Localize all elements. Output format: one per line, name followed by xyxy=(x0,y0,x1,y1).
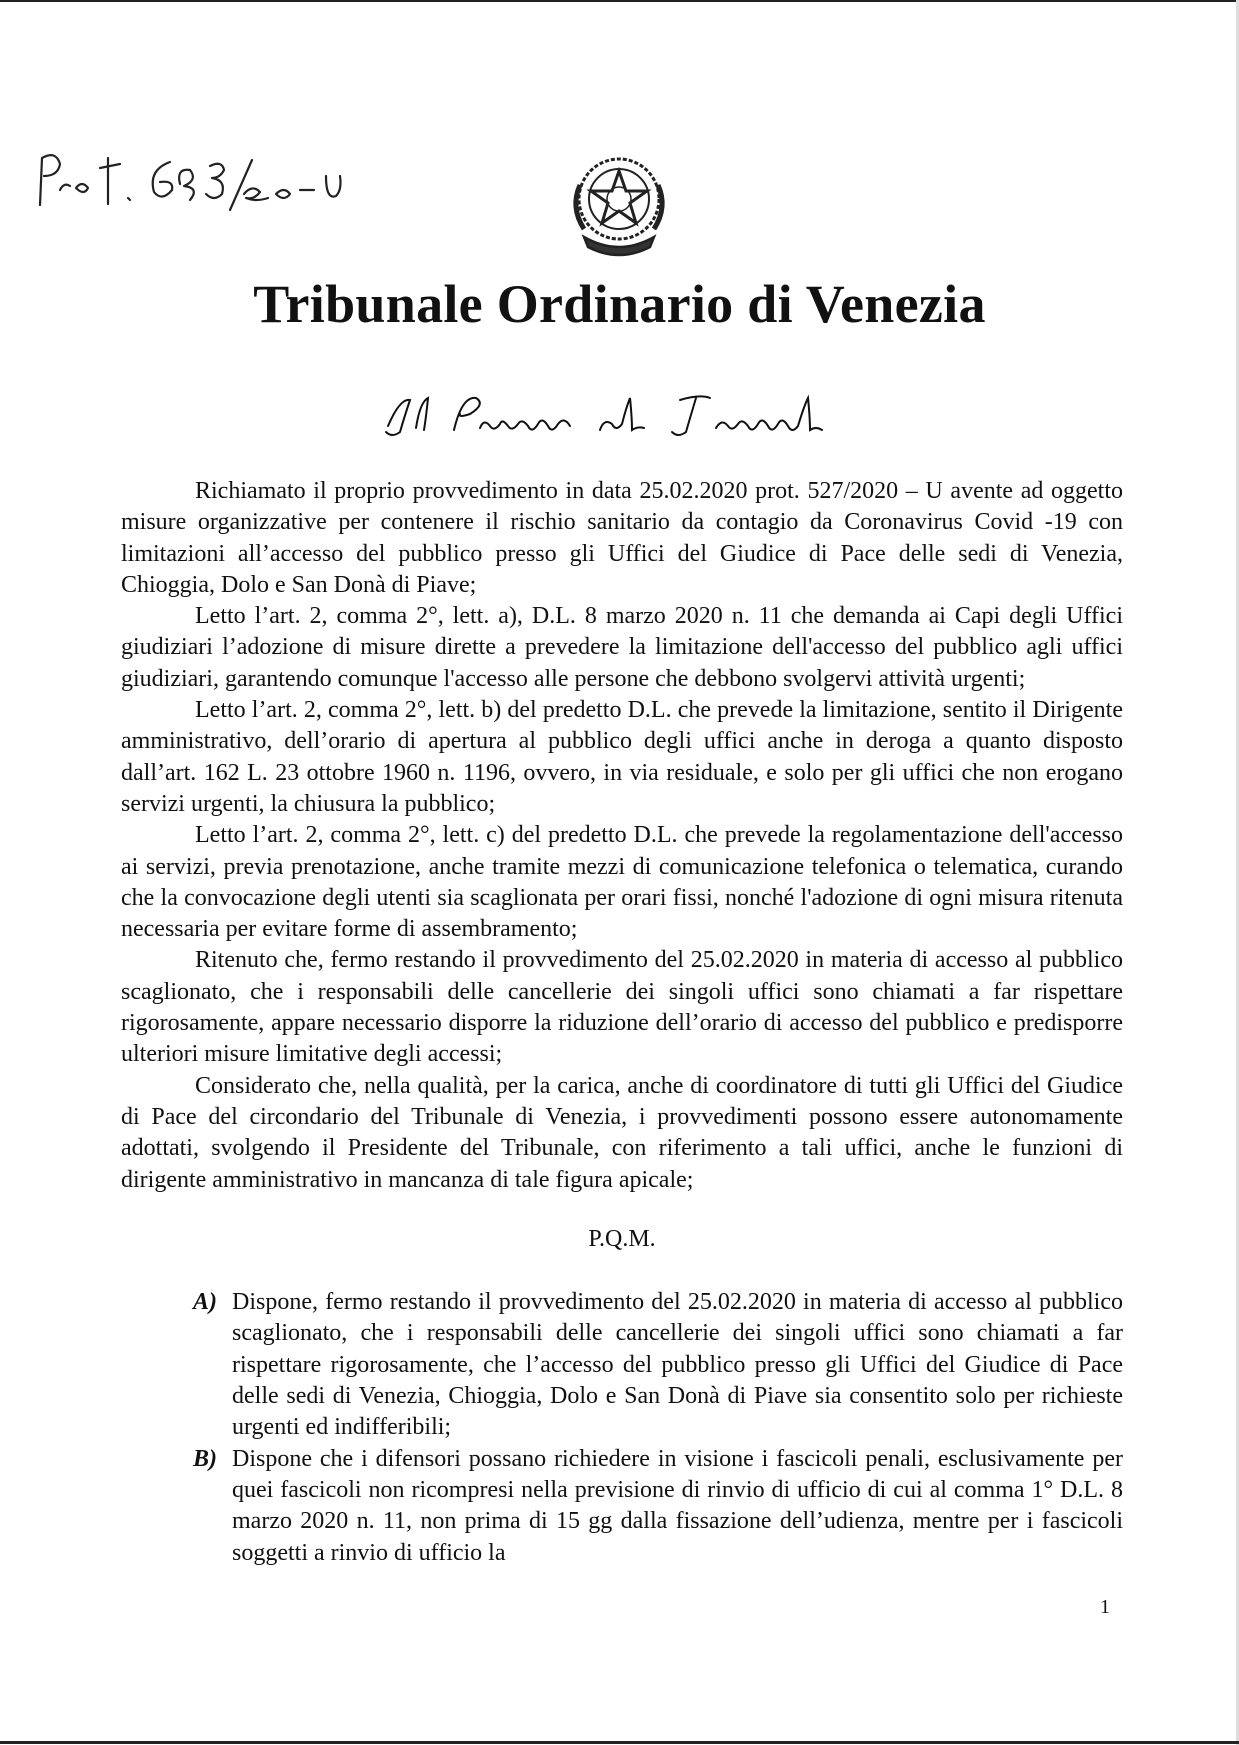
paragraph-letto-lett-b: Letto l’art. 2, comma 2°, lett. b) del predetto D.L. che prevede la limitazione, sentito il Dirigente amministrativo, dell’orario di apertura al pubblico degli uffici anche in deroga a quanto disposto dall’art. 162 L. 23 ottobre 1960 n. 1196, ovvero, in via residuale, e solo per gli uffici che non erogano servizi urgenti, la chiusura la pubblico; xyxy=(121,697,1123,817)
handwritten-protocol-note xyxy=(30,140,350,220)
paragraph-ritenuto: Ritenuto che, fermo restando il provvedimento del 25.02.2020 in materia di accesso al pubblico scaglionato, che i responsabili delle cancellerie dei singoli uffici sono chiamati a far rispettare rigorosamente, appare necessario disporre la riduzione dell’orario di accesso del pubblico e predisporre ulteriori misure limitative degli accessi; xyxy=(121,947,1123,1068)
disposition-item xyxy=(121,1444,1123,1569)
disposition-item xyxy=(121,1287,1123,1443)
document-body xyxy=(121,476,1123,1569)
page-number: 1 xyxy=(1100,1596,1110,1618)
disposition-marker: A) xyxy=(193,1289,217,1316)
page-top-edge xyxy=(0,0,1239,2)
paragraph-richiamato: Richiamato il proprio provvedimento in data 25.02.2020 prot. 527/2020 – U avente ad oggetto misure organizzative per contenere il rischio sanitario da contagio da Coronavirus Covid -19 con limitazioni all’accesso del pubblico presso gli Uffici del Giudice di Pace delle sedi di Venezia, Chioggia, Dolo e San Donà di Piave; xyxy=(121,478,1123,598)
republic-emblem xyxy=(562,145,677,265)
president-calligraphy-heading xyxy=(380,388,860,443)
disposition-text: Dispone, fermo restando il provvedimento del 25.02.2020 in materia di accesso al pubblico scaglionato, che i responsabili delle cancellerie dei singoli uffici sono chiamati a far rispettare rigorosamente, che l’accesso del pubblico presso gli Uffici del Giudice di Pace delle sedi di Venezia, Chioggia, Dolo e San Donà di Piave sia consentito solo per richieste urgenti ed indifferibili; xyxy=(232,1289,1123,1441)
pqm-heading: P.Q.M. xyxy=(588,1225,656,1252)
dispositions-list xyxy=(121,1287,1123,1569)
page-bottom-edge xyxy=(0,1741,1239,1744)
paragraph-letto-lett-a: Letto l’art. 2, comma 2°, lett. a), D.L. 8 marzo 2020 n. 11 che demanda ai Capi degli Uffici giudiziari l’adozione di misure dirette a prevedere la limitazione dell'accesso del pubblico agli uffici giudiziari, garantendo comunque l'accesso alle persone che debbono svolgervi attività urgenti; xyxy=(121,603,1123,692)
disposition-text: Dispone che i difensori possano richiedere in visione i fascicoli penali, esclusivamente per quei fascicoli non ricompresi nella previsione di rinvio di ufficio di cui al comma 1° D.L. 8 marzo 2020 n. 11, non prima di 15 gg dalla fissazione dell’udienza, mentre per i fascicoli soggetti a rinvio di ufficio la xyxy=(232,1445,1123,1566)
court-title: Tribunale Ordinario di Venezia xyxy=(253,274,986,334)
paragraph-letto-lett-c: Letto l’art. 2, comma 2°, lett. c) del predetto D.L. che prevede la regolamentazione dell'accesso ai servizi, previa prenotazione, anche tramite mezzi di comunicazione telefonica o telematica, curando che la convocazione degli utenti sia scaglionata per orari fissi, nonché l'adozione di ogni misura ritenuta necessaria per evitare forme di assembramento; xyxy=(121,822,1123,943)
paragraph-considerato: Considerato che, nella qualità, per la carica, anche di coordinatore di tutti gli Uffici del Giudice di Pace del circondario del Tribunale di Venezia, i provvedimenti possono essere autonomamente adottati, svolgendo il Presidente del Tribunale, con riferimento a tali uffici, anche le funzioni di dirigente amministrativo in mancanza di tale figura apicale; xyxy=(121,1072,1123,1193)
disposition-marker: B) xyxy=(193,1445,217,1472)
